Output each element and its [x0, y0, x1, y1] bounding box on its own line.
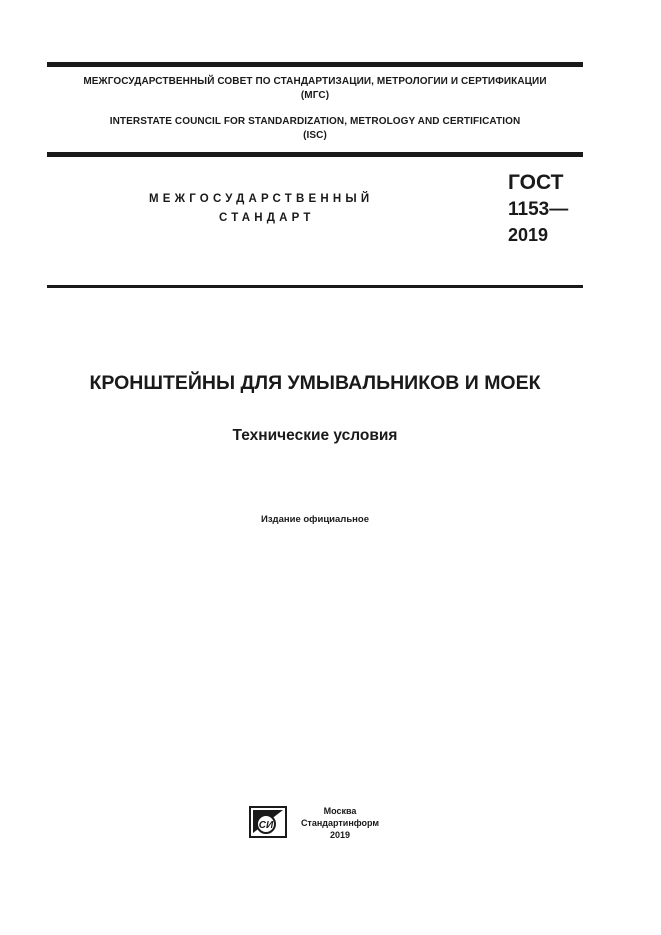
designation-rule: [47, 285, 583, 288]
publisher-city: Москва: [323, 806, 357, 816]
gost-number: 1153—: [508, 199, 569, 220]
council-abbr-en: (ISC): [303, 130, 327, 141]
document-subtitle: Технические условия: [232, 427, 398, 444]
standard-kind-line1: МЕЖГОСУДАРСТВЕННЫЙ: [149, 193, 374, 205]
publisher-year: 2019: [329, 830, 351, 840]
top-rule: [47, 62, 583, 67]
standard-kind-line2: СТАНДАРТ: [219, 212, 315, 224]
header-rule: [47, 152, 583, 157]
document-title: КРОНШТЕЙНЫ ДЛЯ УМЫВАЛЬНИКОВ И МОЕК: [89, 372, 541, 394]
gost-label: ГОСТ: [508, 171, 564, 194]
svg-text:СИ: СИ: [258, 820, 274, 831]
publisher-name: Стандартинформ: [300, 818, 380, 828]
publisher-logo-icon: [249, 806, 287, 838]
edition-note: Издание официальное: [261, 514, 369, 525]
council-name-ru: МЕЖГОСУДАРСТВЕННЫЙ СОВЕТ ПО СТАНДАРТИЗАЦИИ, МЕТРОЛОГИИ И СЕРТИФИКАЦИИ: [83, 76, 547, 87]
council-abbr-ru: (МГС): [300, 90, 330, 101]
council-name-en: INTERSTATE COUNCIL FOR STANDARDIZATION, METROLOGY AND CERTIFICATION: [109, 116, 521, 127]
gost-year: 2019: [508, 225, 549, 245]
